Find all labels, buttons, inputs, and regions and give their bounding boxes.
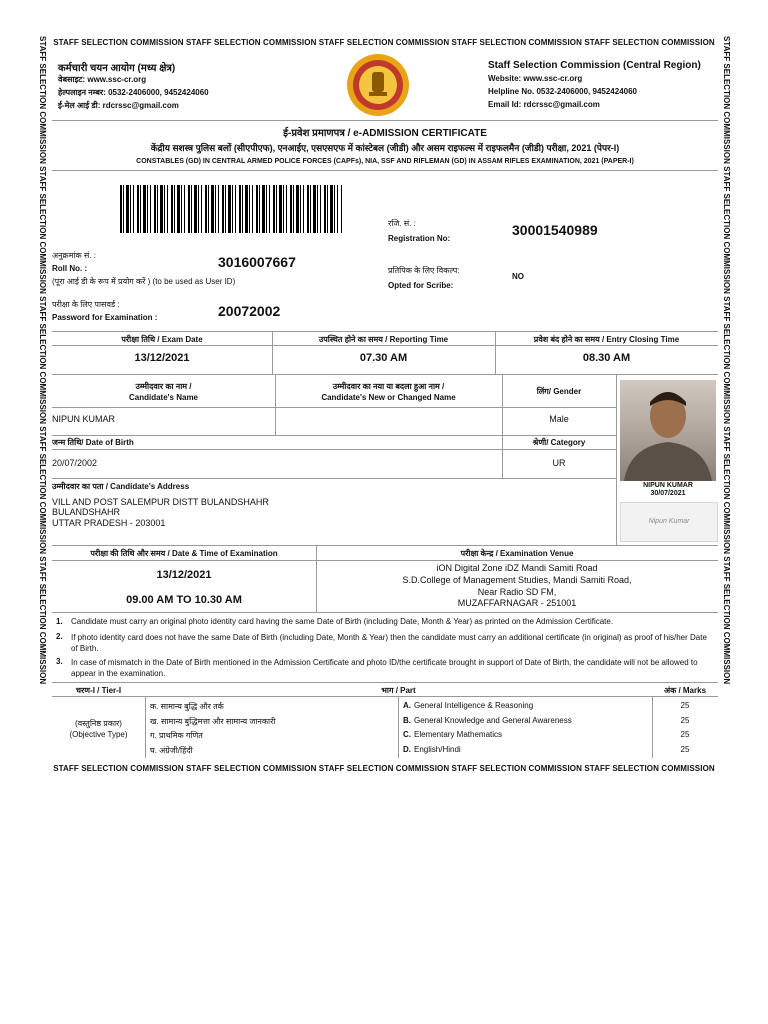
divider bbox=[52, 449, 616, 450]
candidate-name: NIPUN KUMAR bbox=[52, 414, 116, 424]
en-org-name: Staff Selection Commission (Central Region) bbox=[488, 60, 701, 71]
divider bbox=[52, 331, 718, 332]
divider bbox=[52, 478, 616, 479]
person-icon bbox=[620, 380, 716, 481]
divider bbox=[52, 696, 718, 697]
new-name-label: Candidate's New or Changed Name bbox=[321, 393, 456, 402]
exam-title-english: CONSTABLES (GD) IN CENTRAL ARMED POLICE FORCES (CAPFs), NIA, SSF AND RIFLEMAN (GD) IN ASSAM RIFLES EXAMINATION, 2021 (PAPER-I) bbox=[136, 158, 634, 165]
reg-label-hindi: रजि. सं. : bbox=[388, 219, 416, 228]
venue-line-3: Near Radio SD FM, bbox=[477, 587, 557, 597]
marks-label: अंक / Marks bbox=[663, 686, 707, 695]
en-helpline: Helpline No. 0532-2406000, 9452424060 bbox=[488, 87, 637, 96]
en-website: Website: www.ssc-cr.org bbox=[488, 74, 583, 83]
divider bbox=[52, 120, 718, 121]
exam-date-venue: 13/12/2021 bbox=[156, 569, 212, 581]
part-b-hindi: ख. सामान्य बुद्धिमत्ता और सामान्य जानकारी bbox=[150, 717, 276, 726]
objective-type-hindi: (वस्तुनिष्ठ प्रकार) bbox=[75, 719, 122, 728]
divider bbox=[616, 374, 617, 546]
en-email: Email Id: rdcrssc@gmail.com bbox=[488, 100, 600, 109]
ssc-logo bbox=[345, 52, 411, 118]
hi-org-name: कर्मचारी चयन आयोग (मध्य क्षेत्र) bbox=[58, 63, 176, 74]
reg-label: Registration No: bbox=[388, 234, 451, 243]
hi-helpline: हेल्पलाइन नम्बर: 0532-2406000, 9452424060 bbox=[58, 88, 209, 97]
tier-label: चरण-I / Tier-I bbox=[75, 686, 122, 695]
new-name-label-hindi: उम्मीदवार का नया या बदला हुआ नाम / bbox=[332, 382, 445, 391]
instruction-1: Candidate must carry an original photo identity card having the same Date of Birth (including Date, Month & Year) as printed on the Admission Certificate. bbox=[71, 617, 614, 626]
border-left-text: STAFF SELECTION COMMISSION STAFF SELECTION COMMISSION STAFF SELECTION COMMISSION STAFF SELECTION COMMISSION STAFF SELECTION COMMISSION bbox=[38, 36, 47, 685]
part-d-letter: D. bbox=[403, 745, 411, 754]
entry-closing-label: प्रवेश बंद होने का समय / Entry Closing Time bbox=[533, 335, 680, 344]
divider bbox=[145, 696, 146, 758]
address-line-1: VILL AND POST SALEMPUR DISTT BULANDSHAHR bbox=[52, 497, 269, 507]
part-a-letter: A. bbox=[403, 701, 411, 710]
part-c-marks: 25 bbox=[680, 730, 690, 739]
part-d-english: English/Hindi bbox=[414, 745, 461, 754]
venue-line-4: MUZAFFARNAGAR - 251001 bbox=[457, 598, 577, 608]
part-b-marks: 25 bbox=[680, 716, 690, 725]
part-a-marks: 25 bbox=[680, 701, 690, 710]
divider bbox=[52, 682, 718, 683]
part-d-marks: 25 bbox=[680, 745, 690, 754]
divider bbox=[52, 545, 718, 546]
part-label: भाग / Part bbox=[381, 686, 416, 695]
part-d-hindi: घ. अंग्रेजी/हिंदी bbox=[150, 746, 193, 755]
instruction-3: In case of mismatch in the Date of Birth mentioned in the Admission Certificate and photo ID/the certificate brought in support of Date of Birth, the candidate will not be allowed to appear in the examination. bbox=[71, 658, 698, 678]
exam-datetime-label: परीक्षा की तिथि और समय / Date & Time of Examination bbox=[90, 549, 278, 558]
divider bbox=[52, 407, 616, 408]
instruction-1-number: 1. bbox=[56, 617, 63, 626]
instruction-2: If photo identity card does not have the same Date of Birth (including Date, Month & Year) then the candidate must carry an additional certificate (in original) as proof of his/her Date of Birth. bbox=[71, 633, 707, 653]
exam-password: 20072002 bbox=[218, 303, 281, 319]
divider bbox=[398, 696, 399, 758]
hi-email: ई-मेल आई डी: rdcrssc@gmail.com bbox=[58, 101, 179, 110]
part-b-english: General Knowledge and General Awareness bbox=[414, 716, 572, 725]
dob-label: जन्म तिथि/ Date of Birth bbox=[52, 438, 134, 447]
part-b-letter: B. bbox=[403, 716, 411, 725]
password-label-hindi: परीक्षा के लिए पासवर्ड : bbox=[52, 300, 120, 309]
divider bbox=[52, 435, 616, 436]
venue-line-1: iON Digital Zone iDZ Mandi Samiti Road bbox=[436, 563, 598, 573]
registration-number: 30001540989 bbox=[512, 222, 598, 238]
address-line-3: UTTAR PRADESH - 203001 bbox=[52, 518, 166, 528]
divider bbox=[52, 345, 718, 346]
border-left bbox=[36, 36, 48, 776]
part-c-letter: C. bbox=[403, 730, 411, 739]
roll-label: Roll No. : bbox=[52, 264, 88, 273]
instruction-2-number: 2. bbox=[56, 632, 63, 641]
divider bbox=[52, 374, 718, 375]
divider bbox=[52, 170, 718, 171]
photo-caption-name: NIPUN KUMAR bbox=[643, 482, 693, 489]
venue-label: परीक्षा केन्द्र / Examination Venue bbox=[460, 549, 574, 558]
barcode bbox=[120, 185, 342, 233]
divider bbox=[52, 560, 718, 561]
divider bbox=[52, 612, 718, 613]
address-line-2: BULANDSHAHR bbox=[52, 507, 121, 517]
candidate-photo bbox=[620, 380, 716, 481]
entry-closing-time: 08.30 AM bbox=[582, 352, 631, 364]
certificate-title: ई-प्रवेश प्रमाणपत्र / e-ADMISSION CERTIFICATE bbox=[283, 128, 487, 139]
roll-note: (पूरा आई डी के रूप में प्रयोग करें ) (to be used as User ID) bbox=[52, 277, 236, 286]
instruction-3-number: 3. bbox=[56, 657, 63, 666]
category-label: श्रेणी/ Category bbox=[532, 438, 586, 447]
exam-date-label: परीक्षा तिथि / Exam Date bbox=[121, 335, 203, 344]
signature-text: Nipun Kumar bbox=[648, 518, 690, 525]
exam-date: 13/12/2021 bbox=[134, 352, 190, 364]
photo-caption-date: 30/07/2021 bbox=[650, 490, 686, 497]
gender-value: Male bbox=[549, 414, 569, 424]
reporting-time-label: उपस्थित होने का समय / Reporting Time bbox=[318, 335, 449, 344]
password-label: Password for Examination : bbox=[52, 313, 158, 322]
scribe-value: NO bbox=[512, 272, 524, 281]
border-right-text: STAFF SELECTION COMMISSION STAFF SELECTION COMMISSION STAFF SELECTION COMMISSION STAFF SELECTION COMMISSION STAFF SELECTION COMMISSION bbox=[722, 36, 731, 685]
exam-title-hindi: केंद्रीय सशस्त्र पुलिस बलों (सीएपीएफ), एनआईए, एसएसएफ में कांस्टेबल (जीडी) और असम राइफल्स में राइफलमैन (जीडी) परीक्षा, 2021 (पेपर-I) bbox=[150, 143, 620, 153]
border-bottom-text: STAFF SELECTION COMMISSION STAFF SELECTION COMMISSION STAFF SELECTION COMMISSION STAFF SELECTION COMMISSION STAFF SELECTION COMMISSION bbox=[53, 764, 715, 773]
venue-line-2: S.D.College of Management Studies, Mandi Samiti Road, bbox=[402, 575, 632, 585]
scribe-label-hindi: प्रतिपिक के लिए विकल्प: bbox=[388, 266, 460, 275]
hi-website: वेबसाइट: www.ssc-cr.org bbox=[58, 75, 147, 84]
name-label-hindi: उम्मीदवार का नाम / bbox=[135, 382, 192, 391]
reporting-time: 07.30 AM bbox=[359, 352, 408, 364]
exam-time: 09.00 AM TO 10.30 AM bbox=[126, 594, 242, 606]
border-top-text: STAFF SELECTION COMMISSION STAFF SELECTION COMMISSION STAFF SELECTION COMMISSION STAFF SELECTION COMMISSION STAFF SELECTION COMMISSION bbox=[53, 38, 715, 47]
category-value: UR bbox=[552, 458, 566, 468]
part-a-english: General Intelligence & Reasoning bbox=[414, 701, 534, 710]
roll-label-hindi: अनुक्रमांक सं. : bbox=[52, 251, 96, 260]
address-label: उम्मीदवार का पता / Candidate's Address bbox=[52, 482, 190, 491]
part-c-english: Elementary Mathematics bbox=[414, 730, 503, 739]
part-a-hindi: क. सामान्य बुद्धि और तर्क bbox=[150, 702, 224, 711]
candidate-signature bbox=[620, 502, 718, 542]
name-label: Candidate's Name bbox=[128, 393, 199, 402]
objective-type: (Objective Type) bbox=[69, 730, 128, 739]
scribe-label: Opted for Scribe: bbox=[388, 281, 454, 290]
date-of-birth: 20/07/2002 bbox=[52, 458, 98, 468]
roll-number: 3016007667 bbox=[218, 254, 296, 270]
gender-label: लिंग/ Gender bbox=[536, 387, 582, 396]
emblem-icon bbox=[345, 52, 411, 118]
border-right bbox=[720, 36, 732, 776]
part-c-hindi: ग. प्राथमिक गणित bbox=[150, 731, 203, 740]
